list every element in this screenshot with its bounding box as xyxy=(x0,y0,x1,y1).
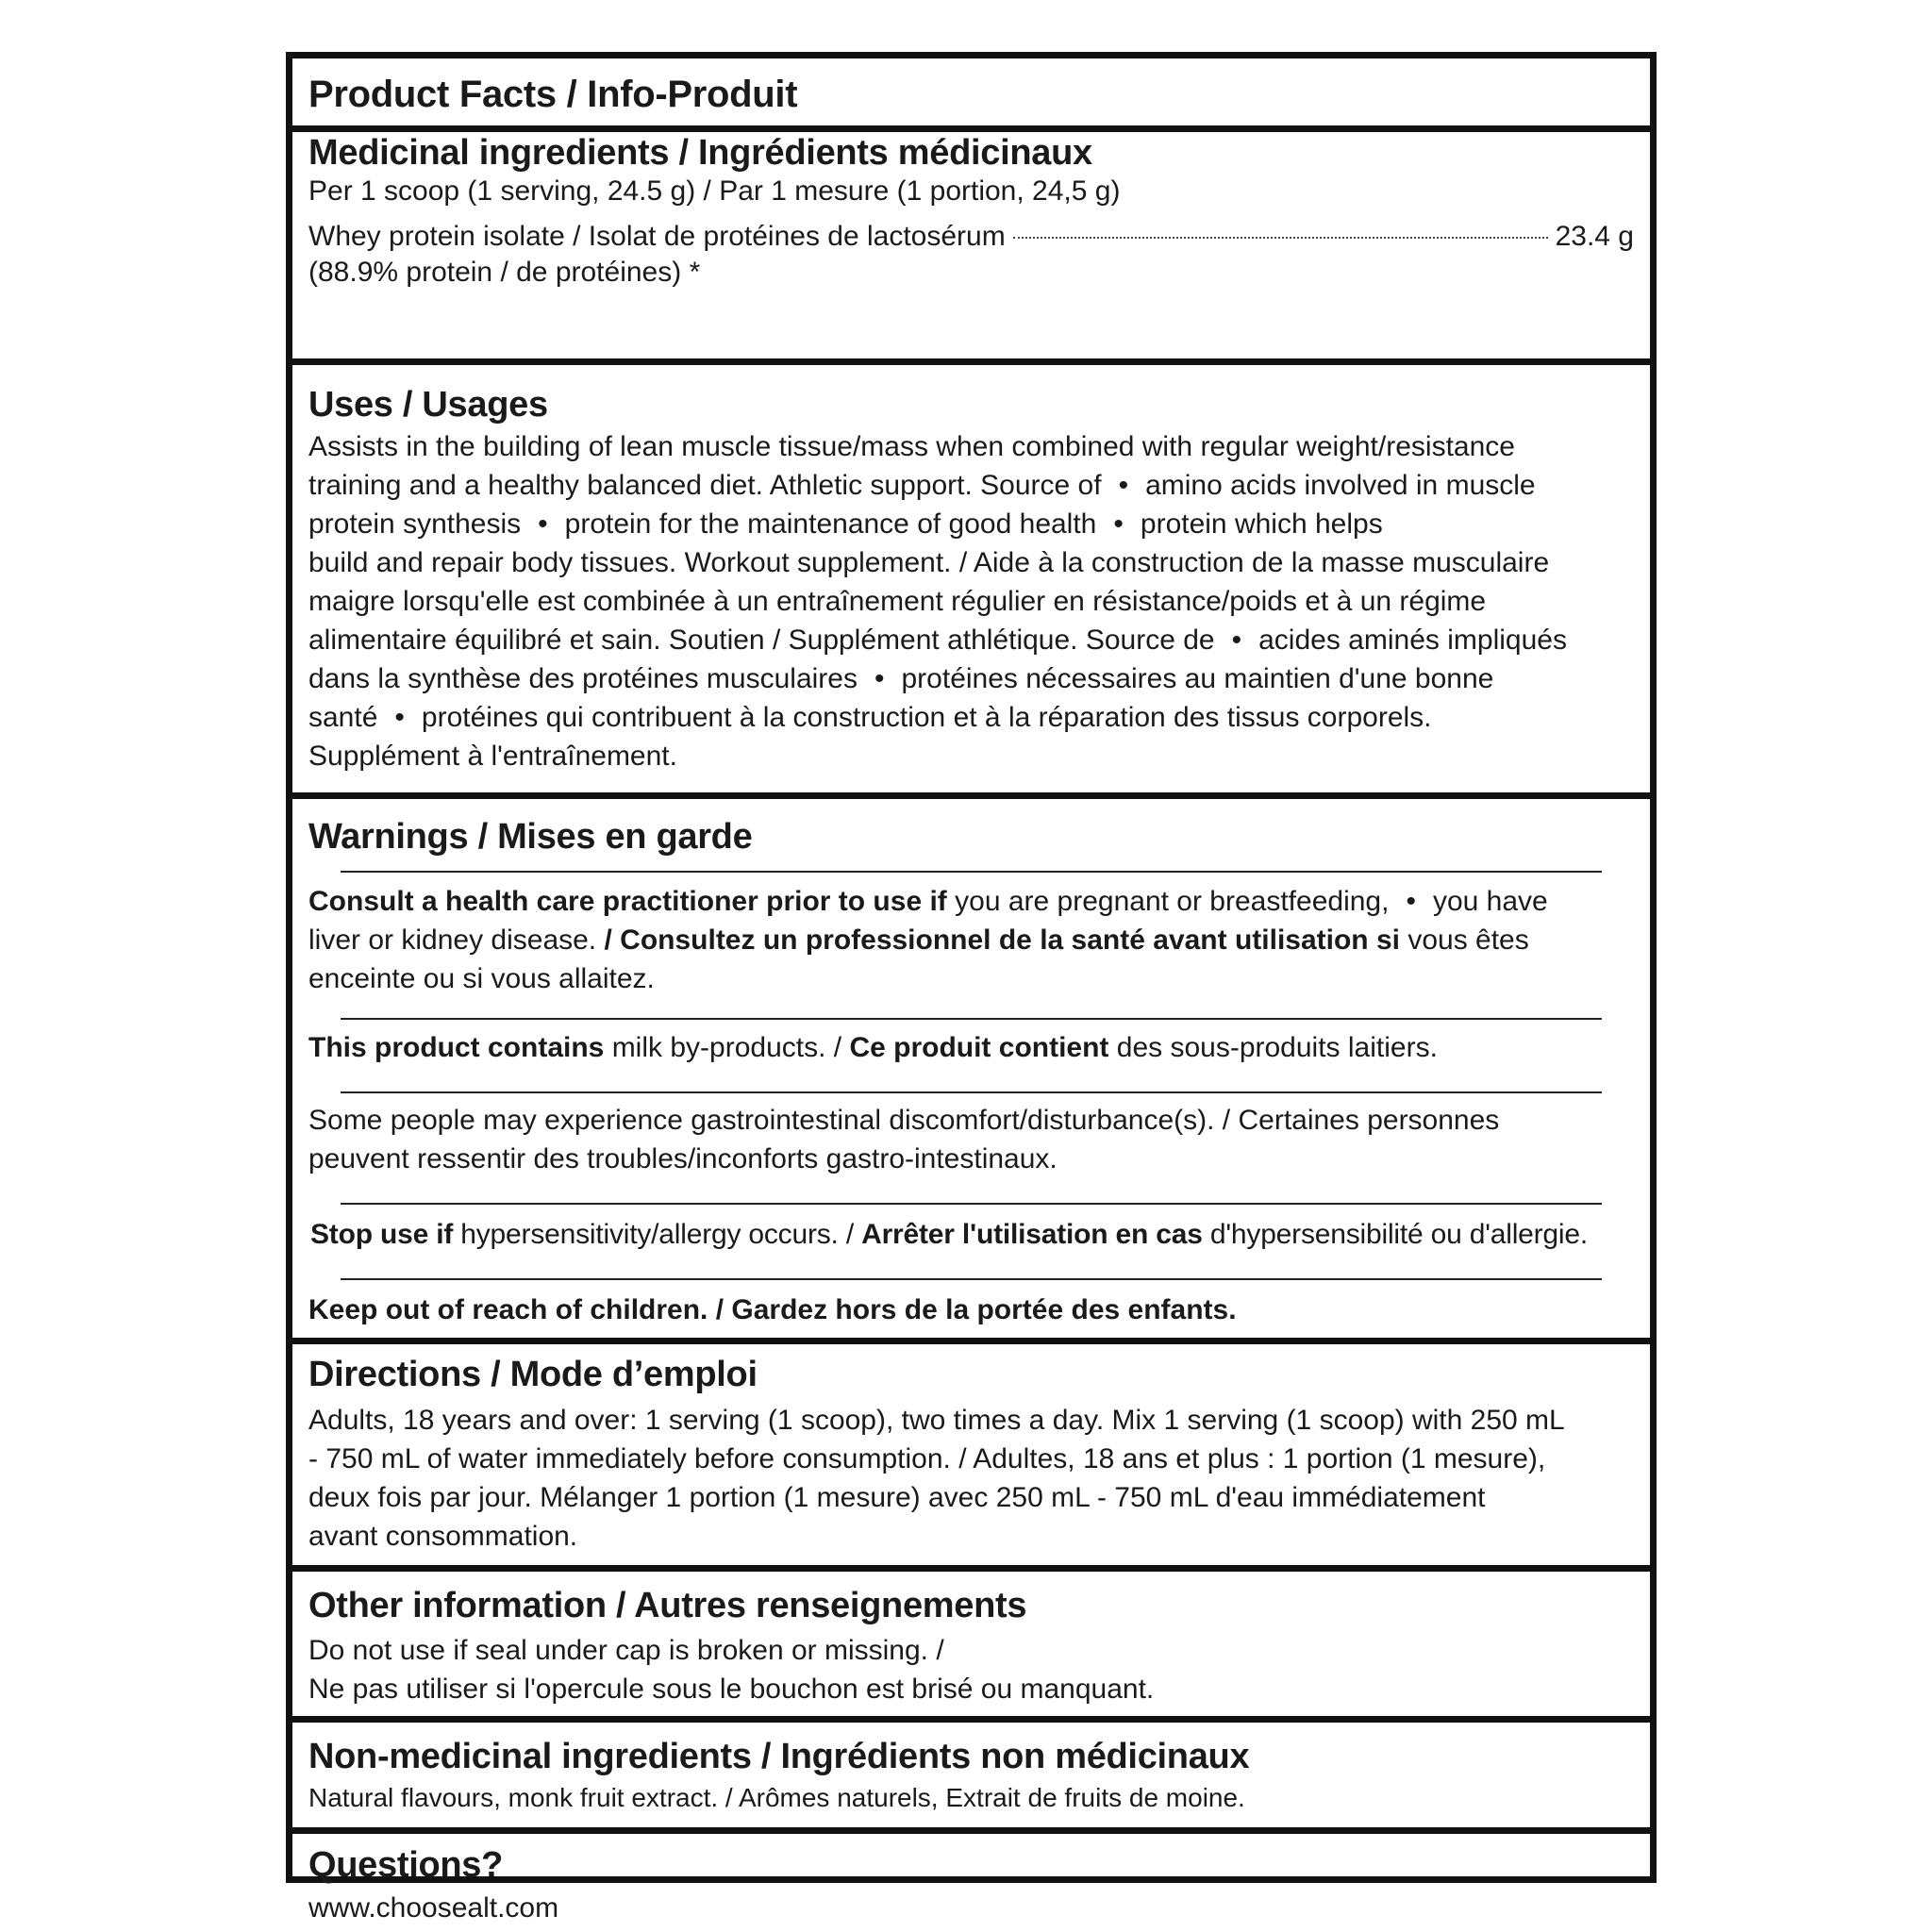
ingredient-note: (88.9% protein / de protéines) * xyxy=(308,257,701,288)
section-divider xyxy=(292,792,1650,799)
product-facts-panel xyxy=(286,52,1657,1924)
uses-line: training and a healthy balanced diet. Athletic support. Source of • amino acids involved in muscle xyxy=(308,470,1536,501)
uses-line: Supplément à l'entraînement. xyxy=(308,741,677,772)
medicinal-heading: Medicinal ingredients / Ingrédients médicinaux xyxy=(308,133,1092,173)
warning-rule xyxy=(341,1091,1602,1093)
ingredient-name: Whey protein isolate / Isolat de protéines de lactosérum xyxy=(308,221,1006,252)
ingredient-amount: 23.4 g xyxy=(1555,221,1634,252)
uses-text xyxy=(308,427,1567,775)
serving-size: Per 1 scoop (1 serving, 24.5 g) / Par 1 mesure (1 portion, 24,5 g) xyxy=(308,175,1121,207)
section-divider xyxy=(292,358,1650,365)
uses-line: protein synthesis • protein for the maintenance of good health • protein which helps xyxy=(308,508,1383,540)
other-info-text: Do not use if seal under cap is broken or missing. / Ne pas utiliser si l'opercule sous le bouchon est brisé ou manquant. xyxy=(308,1635,1155,1705)
website-link[interactable]: www.choosealt.com xyxy=(308,1892,559,1924)
questions-heading: Questions? xyxy=(308,1845,504,1885)
non-medicinal-heading: Non-medicinal ingredients / Ingrédients non médicinaux xyxy=(308,1737,1250,1776)
warning-rule xyxy=(341,871,1602,873)
section-divider xyxy=(292,1827,1650,1834)
uses-heading: Uses / Usages xyxy=(308,385,548,425)
ingredient-row xyxy=(308,217,1634,256)
uses-line: maigre lorsqu'elle est combinée à un entraînement régulier en résistance/poids et à un régime xyxy=(308,586,1487,617)
uses-line: dans la synthèse des protéines musculaires • protéines nécessaires au maintien d'une bonne xyxy=(308,663,1494,694)
section-divider xyxy=(292,1338,1650,1344)
warning-children: Keep out of reach of children. / Gardez hors de la portée des enfants. xyxy=(308,1294,1237,1325)
section-divider xyxy=(292,125,1650,132)
warning-allergy: Stop use if hypersensitivity/allergy occurs. / Arrêter l'utilisation en cas d'hypersensibilité ou d'allergie. xyxy=(310,1219,1588,1250)
non-medicinal-text: Natural flavours, monk fruit extract. / Arômes naturels, Extrait de fruits de moine. xyxy=(308,1783,1245,1812)
uses-line: Assists in the building of lean muscle tissue/mass when combined with regular weight/resistance xyxy=(308,431,1515,462)
warning-rule xyxy=(341,1018,1602,1020)
section-divider xyxy=(292,1565,1650,1572)
uses-line: build and repair body tissues. Workout supplement. / Aide à la construction de la masse musculaire xyxy=(308,547,1550,578)
warning-milk: This product contains milk by-products. / Ce produit contient des sous-produits laitiers. xyxy=(308,1032,1438,1063)
warning-rule xyxy=(341,1278,1602,1280)
uses-line: santé • protéines qui contribuent à la construction et à la réparation des tissus corporels. xyxy=(308,702,1432,733)
warning-rule xyxy=(341,1203,1602,1205)
warnings-heading: Warnings / Mises en garde xyxy=(308,817,753,857)
panel-title: Product Facts / Info-Produit xyxy=(308,74,798,115)
medicinal-ingredients-section xyxy=(292,132,1650,358)
warning-gastro: Some people may experience gastrointestinal discomfort/disturbance(s). / Certaines personnes peuvent ressentir des troubles/inconforts gastro-intestinaux. xyxy=(308,1105,1500,1174)
warning-pregnancy: Consult a health care practitioner prior to use if you are pregnant or breastfeeding, • you have liver or kidney disease. / Consultez un professionnel de la santé avant utilisation si vous êtes enceinte ou si vous allaitez. xyxy=(308,886,1548,994)
directions-heading: Directions / Mode d’emploi xyxy=(308,1355,758,1394)
directions-text: Adults, 18 years and over: 1 serving (1 scoop), two times a day. Mix 1 serving (1 scoop) with 250 mL - 750 mL of water immediately before consumption. / Adultes, 18 ans et plus : 1 portion (1 mesure), deux fois par jour. Mélanger 1 portion (1 mesure) avec 250 mL - 750 mL d'eau immédiatement avant consommation. xyxy=(308,1405,1565,1552)
dot-leader xyxy=(1013,237,1548,239)
section-divider xyxy=(292,1716,1650,1723)
uses-line: alimentaire équilibré et sain. Soutien / Supplément athlétique. Source de • acides aminés impliqués xyxy=(308,625,1567,656)
other-info-heading: Other information / Autres renseignements xyxy=(308,1586,1027,1625)
